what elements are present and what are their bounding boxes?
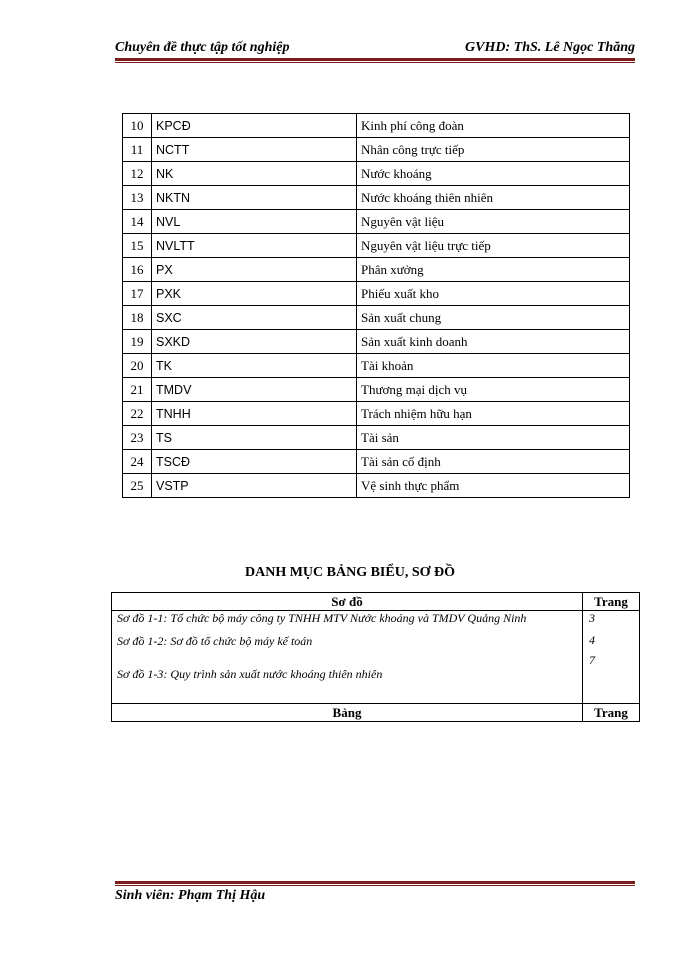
diagram-items xyxy=(112,611,583,704)
header-report-title: Chuyên đề thực tập tốt nghiệp xyxy=(115,40,290,55)
abbreviation-description: Phân xưởng xyxy=(357,258,630,282)
diagram-page: 3 xyxy=(589,611,595,625)
abbreviation-description: Tài khoản xyxy=(357,354,630,378)
abbreviation-code: NVLTT xyxy=(152,234,357,258)
table-column-header: Bảng xyxy=(112,704,583,722)
abbreviation-code: TNHH xyxy=(152,402,357,426)
table-header-row xyxy=(112,704,640,722)
abbreviation-number: 13 xyxy=(123,186,152,210)
abbreviation-row xyxy=(123,474,630,498)
abbreviation-description: Sản xuất chung xyxy=(357,306,630,330)
abbreviation-row xyxy=(123,138,630,162)
abbreviation-description: Nhân công trực tiếp xyxy=(357,138,630,162)
page-header xyxy=(115,40,635,60)
abbreviation-code: VSTP xyxy=(152,474,357,498)
abbreviation-number: 25 xyxy=(123,474,152,498)
abbreviation-number: 24 xyxy=(123,450,152,474)
abbreviation-number: 20 xyxy=(123,354,152,378)
figures-list-table xyxy=(111,592,640,722)
diagram-header-row xyxy=(112,593,640,611)
abbreviation-code: SXC xyxy=(152,306,357,330)
abbreviation-row xyxy=(123,450,630,474)
diagram-pages xyxy=(583,611,640,704)
abbreviation-code: TK xyxy=(152,354,357,378)
abbreviation-code: KPCĐ xyxy=(152,114,357,138)
diagram-item: Sơ đồ 1-2: Sơ đồ tổ chức bộ máy kế toán xyxy=(117,634,313,648)
abbreviation-code: NVL xyxy=(152,210,357,234)
abbreviation-description: Vệ sinh thực phẩm xyxy=(357,474,630,498)
diagram-page: 4 xyxy=(589,633,595,647)
abbreviation-row xyxy=(123,186,630,210)
list-section-title: DANH MỤC BẢNG BIỂU, SƠ ĐỒ xyxy=(244,565,455,580)
abbreviation-number: 10 xyxy=(123,114,152,138)
footer-rule xyxy=(115,881,635,884)
abbreviation-row xyxy=(123,378,630,402)
abbreviation-code: NCTT xyxy=(152,138,357,162)
abbreviation-table xyxy=(122,113,630,498)
abbreviation-number: 23 xyxy=(123,426,152,450)
diagram-column-header: Sơ đồ xyxy=(112,593,583,611)
diagram-item: Sơ đồ 1-1: Tổ chức bộ máy công ty TNHH MTV Nước khoáng và TMDV Quảng Ninh xyxy=(117,611,527,625)
abbreviation-number: 19 xyxy=(123,330,152,354)
abbreviation-row xyxy=(123,282,630,306)
abbreviation-description: Nguyên vật liệu xyxy=(357,210,630,234)
abbreviation-row xyxy=(123,354,630,378)
header-rule xyxy=(115,58,635,61)
header-supervisor: GVHD: ThS. Lê Ngọc Thăng xyxy=(465,40,635,55)
header-rule-thin xyxy=(115,62,635,63)
abbreviation-description: Nước khoáng thiên nhiên xyxy=(357,186,630,210)
abbreviation-code: TSCĐ xyxy=(152,450,357,474)
abbreviation-number: 21 xyxy=(123,378,152,402)
abbreviation-description: Thương mại dịch vụ xyxy=(357,378,630,402)
abbreviation-description: Tài sản xyxy=(357,426,630,450)
abbreviation-number: 11 xyxy=(123,138,152,162)
abbreviation-row xyxy=(123,210,630,234)
abbreviation-description: Tài sản cố định xyxy=(357,450,630,474)
abbreviation-description: Phiếu xuất kho xyxy=(357,282,630,306)
page-column-header: Trang xyxy=(583,593,640,611)
diagram-item: Sơ đồ 1-3: Quy trình sản xuất nước khoáng thiên nhiên xyxy=(117,667,383,681)
abbreviation-description: Nguyên vật liệu trực tiếp xyxy=(357,234,630,258)
abbreviation-code: PXK xyxy=(152,282,357,306)
abbreviation-row xyxy=(123,402,630,426)
abbreviation-number: 18 xyxy=(123,306,152,330)
abbreviation-code: TS xyxy=(152,426,357,450)
abbreviation-code: NK xyxy=(152,162,357,186)
abbreviation-description: Sản xuất kinh doanh xyxy=(357,330,630,354)
abbreviation-number: 15 xyxy=(123,234,152,258)
abbreviation-code: SXKD xyxy=(152,330,357,354)
abbreviation-row xyxy=(123,306,630,330)
abbreviation-number: 16 xyxy=(123,258,152,282)
diagram-row xyxy=(112,611,640,704)
abbreviation-number: 22 xyxy=(123,402,152,426)
abbreviation-description: Nước khoáng xyxy=(357,162,630,186)
abbreviation-description: Kinh phí công đoàn xyxy=(357,114,630,138)
abbreviation-code: NKTN xyxy=(152,186,357,210)
abbreviation-description: Trách nhiệm hữu hạn xyxy=(357,402,630,426)
abbreviation-row xyxy=(123,234,630,258)
abbreviation-row xyxy=(123,258,630,282)
abbreviation-number: 12 xyxy=(123,162,152,186)
footer-student: Sinh viên: Phạm Thị Hậu xyxy=(115,888,266,903)
footer-rule-thin xyxy=(115,885,635,886)
abbreviation-row xyxy=(123,426,630,450)
abbreviation-row xyxy=(123,330,630,354)
abbreviation-row xyxy=(123,162,630,186)
diagram-page: 7 xyxy=(589,653,595,667)
abbreviation-number: 17 xyxy=(123,282,152,306)
abbreviation-code: TMDV xyxy=(152,378,357,402)
table-page-column-header: Trang xyxy=(583,704,640,722)
abbreviation-row xyxy=(123,114,630,138)
abbreviation-code: PX xyxy=(152,258,357,282)
abbreviation-number: 14 xyxy=(123,210,152,234)
